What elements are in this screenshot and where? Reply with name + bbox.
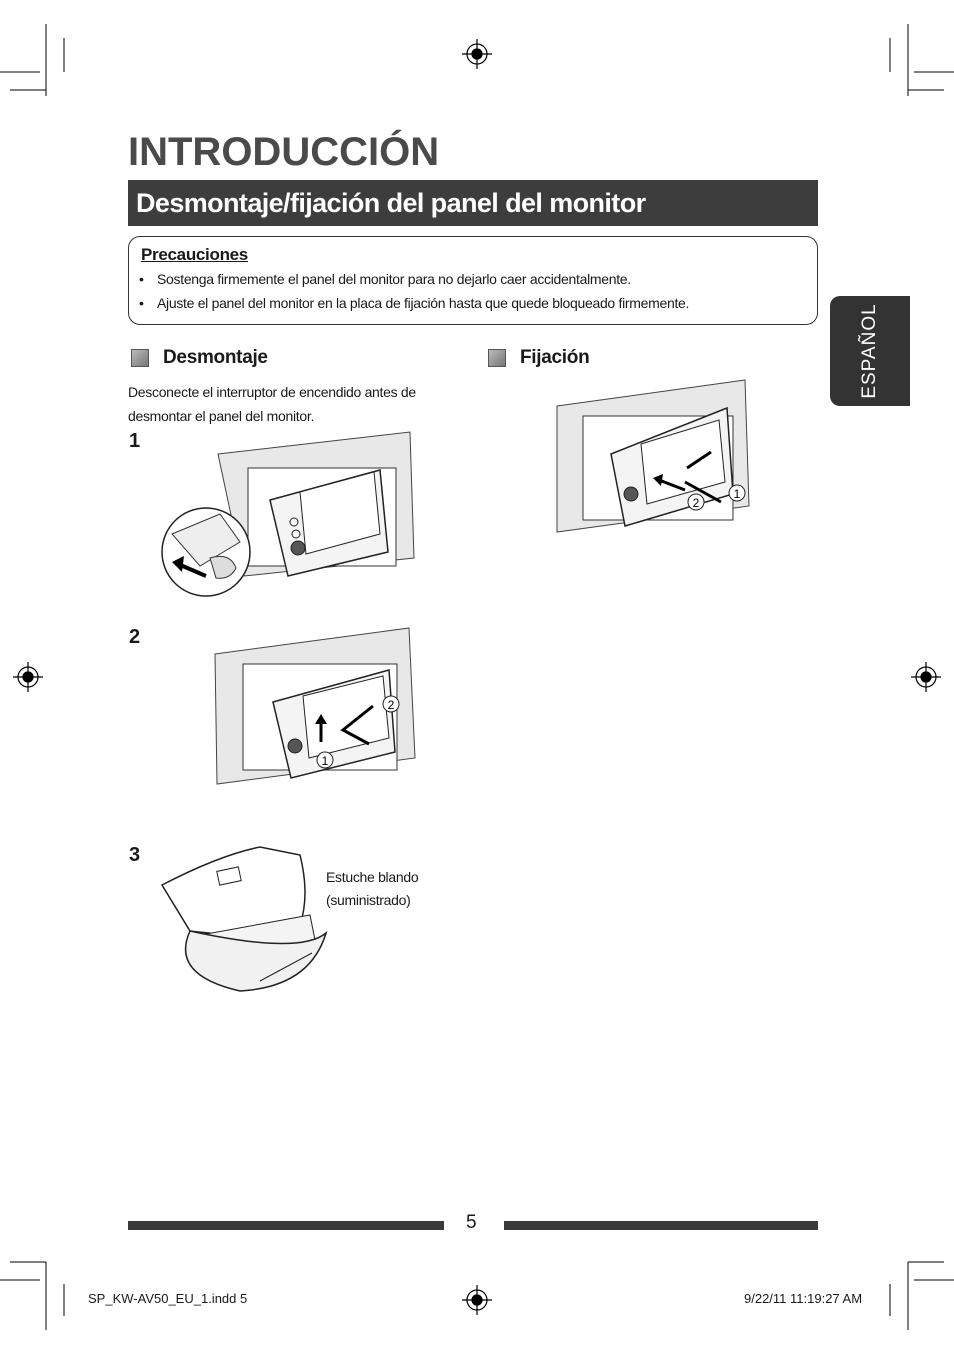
square-bullet-icon — [488, 349, 506, 367]
callout-2: 2 — [692, 496, 700, 510]
attachment-heading: Fijación — [488, 347, 589, 369]
page-number: 5 — [466, 1212, 477, 1233]
registration-mark-icon — [13, 39, 941, 1315]
language-tab-label: ESPAÑOL — [859, 303, 880, 399]
removal-instruction: Desconecte el interruptor de encendido antes de desmontar el panel del monitor. — [128, 384, 416, 424]
footer-bar-right — [504, 1221, 818, 1230]
print-timestamp: 9/22/11 11:19:27 AM — [744, 1291, 863, 1306]
callout-1: 1 — [321, 754, 329, 768]
section-heading: Desmontaje/fijación del panel del monitor — [128, 180, 818, 226]
footer-bar-left — [128, 1221, 444, 1230]
language-tab — [830, 296, 910, 406]
soft-case-label: Estuche blando (suministrado) — [326, 869, 419, 908]
square-bullet-icon — [131, 349, 149, 367]
step-1-number: 1 — [129, 430, 141, 452]
precautions-heading: Precauciones — [141, 245, 248, 264]
attachment-illustration — [555, 378, 751, 534]
callout-2: 2 — [387, 698, 395, 712]
step-3-number: 3 — [129, 844, 141, 866]
precautions-box — [128, 236, 818, 325]
page-title: INTRODUCCIÓN — [128, 130, 440, 174]
file-slug: SP_KW-AV50_EU_1.indd 5 — [88, 1291, 248, 1306]
step1-illustration — [160, 430, 416, 602]
step2-illustration — [213, 626, 417, 786]
precaution-item: • Sostenga firmemente el panel del monitor para no dejarlo caer accidentalmente. — [139, 271, 631, 287]
precaution-item: • Ajuste el panel del monitor en la placa de fijación hasta que quede bloqueado firmemente. — [139, 295, 690, 311]
soft-case-illustration — [160, 845, 330, 995]
removal-heading: Desmontaje — [131, 347, 268, 369]
step-2-number: 2 — [129, 626, 141, 648]
callout-1: 1 — [733, 487, 741, 501]
